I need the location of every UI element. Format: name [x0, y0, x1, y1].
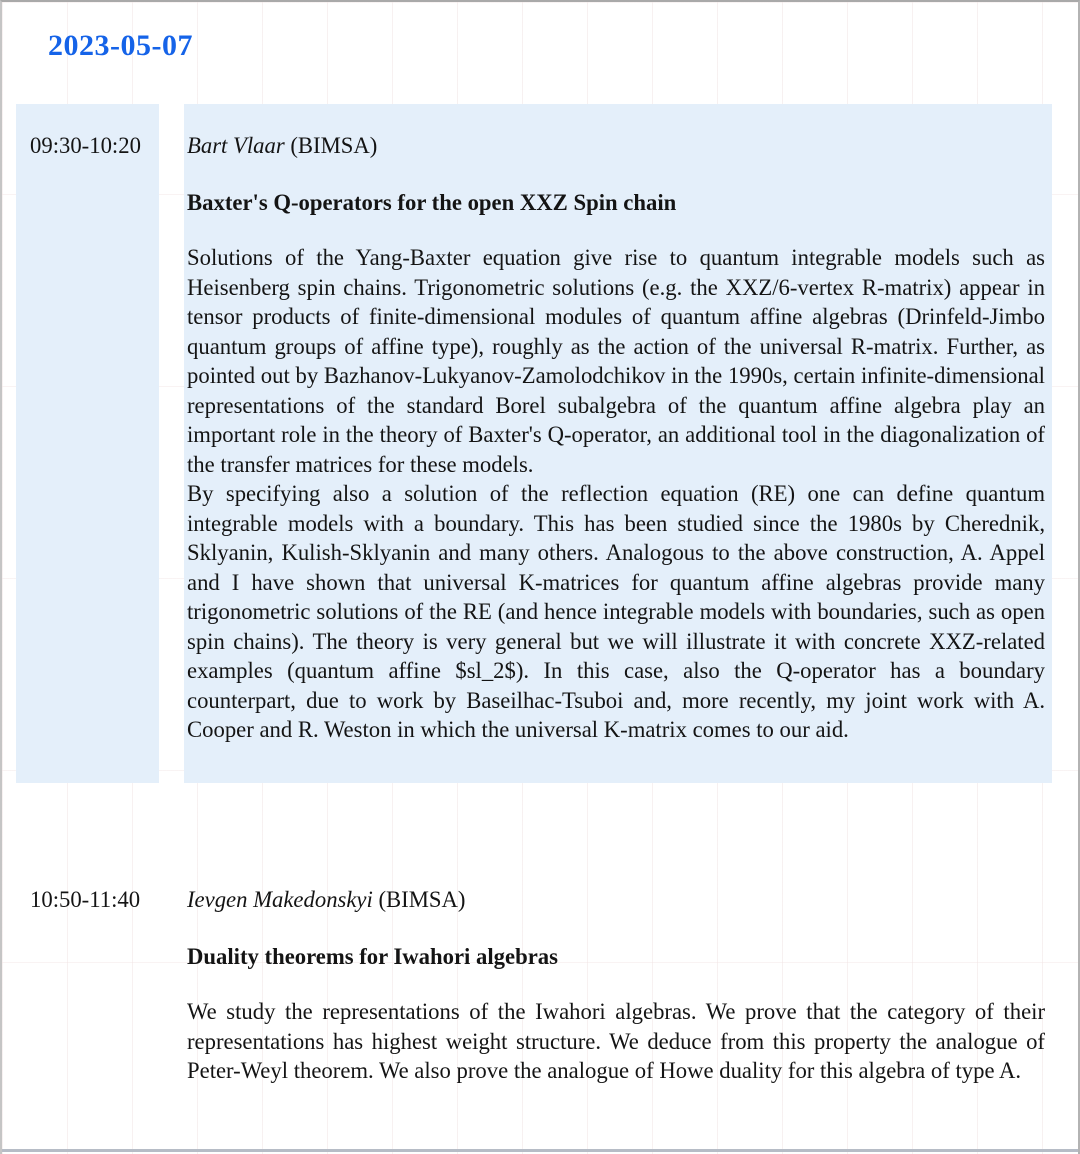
- talk-title: Duality theorems for Iwahori algebras: [187, 943, 558, 969]
- session-time: 10:50-11:40: [30, 887, 141, 912]
- session-content: [184, 104, 1052, 783]
- session-row: [16, 858, 1052, 1124]
- date-heading: 2023-05-07: [48, 29, 193, 62]
- abstract-paragraph: By specifying also a solution of the reflection equation (RE) one can define quantum integrable models with a boundary. This has been studied since the 1980s by Cherednik, Sklyanin, Kulish-Sklyanin and many others. Analogous to the above construction, A. Appel and I have shown that universal K-matrices for quantum affine algebras provide many trigonometric solutions of the RE (and hence integrable models with boundaries, such as open spin chains). The theory is very general but we will illustrate it with concrete XXZ-related examples (quantum affine $sl_2$). In this case, also the Q-operator has a boundary counterpart, due to work by Baseilhac-Tsuboi and, more recently, my joint work with A. Cooper and R. Weston in which the universal K-matrix comes to our aid.: [187, 481, 1045, 742]
- talk-title: Baxter's Q-operators for the open XXZ Spin chain: [187, 189, 677, 215]
- talk-abstract: [187, 997, 1045, 1086]
- speaker-affiliation: (BIMSA): [290, 133, 378, 158]
- session-content: [184, 858, 1052, 1124]
- speaker-line: [187, 131, 1045, 161]
- speaker-line: [187, 885, 1045, 915]
- speaker-name: Bart Vlaar: [187, 133, 285, 158]
- bottom-divider: [2, 1149, 1078, 1152]
- talk-abstract: [187, 243, 1045, 745]
- session-row: [16, 104, 1052, 783]
- speaker-affiliation: (BIMSA): [378, 887, 466, 912]
- abstract-paragraph: We study the representations of the Iwahori algebras. We prove that the category of their representations has highest weight structure. We deduce from this property the analogue of Peter-Weyl theorem. We also prove the analogue of Howe duality for this algebra of type A.: [187, 999, 1045, 1083]
- abstract-paragraph: Solutions of the Yang-Baxter equation give rise to quantum integrable models such as Heisenberg spin chains. Trigonometric solutions (e.g. the XXZ/6-vertex R-matrix) appear in tensor products of finite-dimensional modules of quantum affine algebras (Drinfeld-Jimbo quantum groups of affine type), roughly as the action of the universal R-matrix. Further, as pointed out by Bazhanov-Lukyanov-Zamolodchikov in the 1990s, certain infinite-dimensional representations of the standard Borel subalgebra of the quantum affine algebra play an important role in the theory of Baxter's Q-operator, an additional tool in the diagonalization of the transfer matrices for these models.: [187, 245, 1045, 477]
- speaker-name: Ievgen Makedonskyi: [187, 887, 373, 912]
- session-time: 09:30-10:20: [16, 104, 159, 783]
